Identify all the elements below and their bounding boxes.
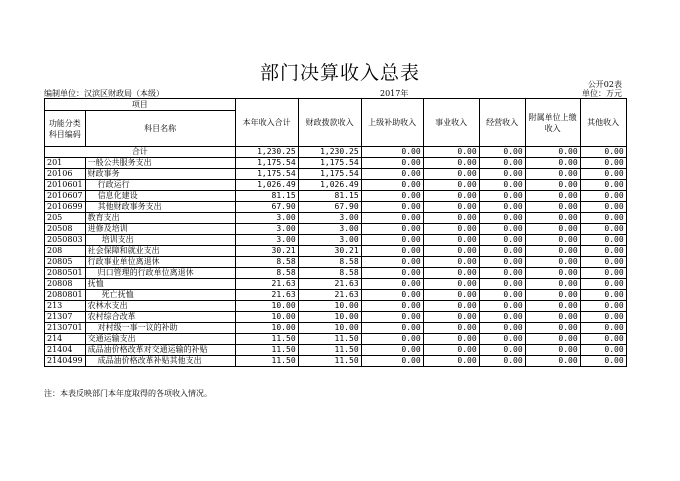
amount-cell: 0.00 bbox=[580, 268, 626, 279]
func-code-cell: 2140499 bbox=[45, 356, 86, 367]
header-operating: 经营收入 bbox=[479, 99, 525, 147]
table-note: 注：本表反映部门本年度取得的各项收入情况。 bbox=[44, 389, 212, 398]
amount-cell: 30.21 bbox=[235, 246, 298, 257]
subject-name-cell bbox=[85, 312, 235, 323]
amount-cell: 30.21 bbox=[298, 246, 361, 257]
subject-name-text: 一般公共服务支出 bbox=[87, 158, 152, 167]
amount-cell: 3.00 bbox=[235, 235, 298, 246]
amount-cell: 0.00 bbox=[525, 323, 580, 334]
amount-cell: 1,026.49 bbox=[235, 180, 298, 191]
table-row bbox=[45, 202, 627, 213]
amount-cell: 0.00 bbox=[361, 356, 423, 367]
total-value: 0.00 bbox=[361, 147, 423, 158]
currency-unit: 单位：万元 bbox=[582, 89, 622, 98]
header-career: 事业收入 bbox=[423, 99, 479, 147]
amount-cell: 0.00 bbox=[479, 169, 525, 180]
total-row bbox=[45, 147, 627, 158]
func-code-cell: 205 bbox=[45, 213, 86, 224]
amount-cell: 21.63 bbox=[235, 279, 298, 290]
header-item-group: 项目 bbox=[45, 99, 236, 111]
amount-cell: 0.00 bbox=[423, 213, 479, 224]
amount-cell: 0.00 bbox=[479, 301, 525, 312]
amount-cell: 67.90 bbox=[298, 202, 361, 213]
amount-cell: 81.15 bbox=[235, 191, 298, 202]
amount-cell: 0.00 bbox=[479, 268, 525, 279]
amount-cell: 3.00 bbox=[298, 213, 361, 224]
amount-cell: 0.00 bbox=[580, 290, 626, 301]
amount-cell: 8.58 bbox=[235, 268, 298, 279]
amount-cell: 11.50 bbox=[298, 345, 361, 356]
amount-cell: 10.00 bbox=[298, 301, 361, 312]
func-code-cell: 20106 bbox=[45, 169, 86, 180]
table-row bbox=[45, 290, 627, 301]
subject-name-cell bbox=[85, 235, 235, 246]
amount-cell: 1,175.54 bbox=[298, 158, 361, 169]
header-func-code: 功能分类科目编码 bbox=[45, 111, 86, 147]
amount-cell: 21.63 bbox=[298, 279, 361, 290]
amount-cell: 0.00 bbox=[580, 235, 626, 246]
amount-cell: 0.00 bbox=[479, 323, 525, 334]
amount-cell: 0.00 bbox=[423, 235, 479, 246]
header-superior: 上级补助收入 bbox=[361, 99, 423, 147]
header-other: 其他收入 bbox=[580, 99, 626, 147]
amount-cell: 8.58 bbox=[235, 257, 298, 268]
amount-cell: 3.00 bbox=[298, 235, 361, 246]
header-total: 本年收入合计 bbox=[235, 99, 298, 147]
total-label: 合计 bbox=[45, 147, 236, 158]
subject-name-text: 农林水支出 bbox=[87, 301, 128, 310]
amount-cell: 0.00 bbox=[479, 202, 525, 213]
amount-cell: 0.00 bbox=[423, 290, 479, 301]
total-value: 1,230.25 bbox=[298, 147, 361, 158]
amount-cell: 0.00 bbox=[479, 224, 525, 235]
total-value: 0.00 bbox=[525, 147, 580, 158]
subject-name-text: 信息化建设 bbox=[97, 191, 138, 200]
amount-cell: 10.00 bbox=[298, 323, 361, 334]
amount-cell: 1,175.54 bbox=[235, 169, 298, 180]
func-code-cell: 20808 bbox=[45, 279, 86, 290]
amount-cell: 10.00 bbox=[235, 312, 298, 323]
amount-cell: 0.00 bbox=[580, 246, 626, 257]
subject-name-cell bbox=[85, 213, 235, 224]
subject-name-text: 农村综合改革 bbox=[87, 312, 136, 321]
table-row bbox=[45, 213, 627, 224]
table-row bbox=[45, 301, 627, 312]
amount-cell: 11.50 bbox=[298, 334, 361, 345]
amount-cell: 0.00 bbox=[479, 356, 525, 367]
amount-cell: 0.00 bbox=[580, 257, 626, 268]
subject-name-text: 死亡抚恤 bbox=[101, 290, 134, 299]
amount-cell: 0.00 bbox=[479, 257, 525, 268]
amount-cell: 0.00 bbox=[525, 235, 580, 246]
func-code-cell: 2050803 bbox=[45, 235, 86, 246]
amount-cell: 0.00 bbox=[361, 202, 423, 213]
func-code-cell: 2010699 bbox=[45, 202, 86, 213]
amount-cell: 0.00 bbox=[361, 345, 423, 356]
amount-cell: 0.00 bbox=[580, 345, 626, 356]
table-row bbox=[45, 158, 627, 169]
subject-name-text: 对村级一事一议的补助 bbox=[97, 323, 178, 332]
table-row bbox=[45, 268, 627, 279]
total-value: 0.00 bbox=[580, 147, 626, 158]
amount-cell: 0.00 bbox=[525, 213, 580, 224]
amount-cell: 0.00 bbox=[580, 334, 626, 345]
amount-cell: 10.00 bbox=[235, 301, 298, 312]
func-code-cell: 20805 bbox=[45, 257, 86, 268]
table-row bbox=[45, 180, 627, 191]
amount-cell: 0.00 bbox=[580, 323, 626, 334]
subject-name-cell bbox=[85, 290, 235, 301]
func-code-cell: 2010601 bbox=[45, 180, 86, 191]
subject-name-text: 其他财政事务支出 bbox=[97, 202, 162, 211]
amount-cell: 0.00 bbox=[580, 224, 626, 235]
subject-name-cell bbox=[85, 268, 235, 279]
amount-cell: 10.00 bbox=[298, 312, 361, 323]
amount-cell: 0.00 bbox=[361, 235, 423, 246]
subject-name-cell bbox=[85, 169, 235, 180]
amount-cell: 0.00 bbox=[361, 180, 423, 191]
subject-name-cell bbox=[85, 334, 235, 345]
subject-name-text: 交通运输支出 bbox=[87, 334, 136, 343]
amount-cell: 0.00 bbox=[479, 235, 525, 246]
amount-cell: 0.00 bbox=[361, 257, 423, 268]
subject-name-cell bbox=[85, 301, 235, 312]
header-fiscal: 财政拨款收入 bbox=[298, 99, 361, 147]
subject-name-cell bbox=[85, 356, 235, 367]
subject-name-cell bbox=[85, 202, 235, 213]
amount-cell: 0.00 bbox=[361, 334, 423, 345]
amount-cell: 21.63 bbox=[235, 290, 298, 301]
amount-cell: 0.00 bbox=[361, 213, 423, 224]
amount-cell: 0.00 bbox=[361, 158, 423, 169]
amount-cell: 0.00 bbox=[361, 169, 423, 180]
amount-cell: 0.00 bbox=[525, 202, 580, 213]
amount-cell: 0.00 bbox=[525, 334, 580, 345]
amount-cell: 0.00 bbox=[479, 334, 525, 345]
amount-cell: 10.00 bbox=[235, 323, 298, 334]
func-code-cell: 21404 bbox=[45, 345, 86, 356]
table-row bbox=[45, 257, 627, 268]
amount-cell: 0.00 bbox=[423, 301, 479, 312]
amount-cell: 0.00 bbox=[580, 213, 626, 224]
amount-cell: 0.00 bbox=[580, 356, 626, 367]
amount-cell: 0.00 bbox=[361, 268, 423, 279]
total-value: 1,230.25 bbox=[235, 147, 298, 158]
amount-cell: 0.00 bbox=[361, 301, 423, 312]
amount-cell: 0.00 bbox=[361, 191, 423, 202]
subject-name-cell bbox=[85, 158, 235, 169]
amount-cell: 0.00 bbox=[361, 290, 423, 301]
compiling-unit: 编制单位：汉滨区财政局（本级） bbox=[44, 89, 164, 98]
subject-name-cell bbox=[85, 191, 235, 202]
amount-cell: 11.50 bbox=[235, 356, 298, 367]
amount-cell: 0.00 bbox=[361, 323, 423, 334]
amount-cell: 1,175.54 bbox=[235, 158, 298, 169]
amount-cell: 67.90 bbox=[235, 202, 298, 213]
subject-name-cell bbox=[85, 323, 235, 334]
amount-cell: 0.00 bbox=[525, 345, 580, 356]
subject-name-text: 教育支出 bbox=[87, 213, 120, 222]
subject-name-text: 成品油价格改革对交通运输的补贴 bbox=[87, 345, 208, 354]
amount-cell: 0.00 bbox=[423, 224, 479, 235]
amount-cell: 0.00 bbox=[423, 268, 479, 279]
amount-cell: 0.00 bbox=[423, 158, 479, 169]
amount-cell: 0.00 bbox=[580, 312, 626, 323]
subject-name-text: 抚恤 bbox=[87, 279, 104, 288]
total-value: 0.00 bbox=[479, 147, 525, 158]
amount-cell: 1,175.54 bbox=[298, 169, 361, 180]
amount-cell: 0.00 bbox=[525, 356, 580, 367]
amount-cell: 81.15 bbox=[298, 191, 361, 202]
amount-cell: 8.58 bbox=[298, 257, 361, 268]
amount-cell: 0.00 bbox=[525, 246, 580, 257]
amount-cell: 0.00 bbox=[423, 202, 479, 213]
amount-cell: 0.00 bbox=[580, 279, 626, 290]
subject-name-text: 归口管理的行政单位离退休 bbox=[97, 268, 194, 277]
amount-cell: 11.50 bbox=[235, 345, 298, 356]
subject-name-cell bbox=[85, 257, 235, 268]
amount-cell: 0.00 bbox=[525, 268, 580, 279]
header-affiliated: 附属单位上缴收入 bbox=[525, 99, 580, 147]
amount-cell: 0.00 bbox=[525, 158, 580, 169]
amount-cell: 8.58 bbox=[298, 268, 361, 279]
amount-cell: 0.00 bbox=[479, 246, 525, 257]
amount-cell: 0.00 bbox=[423, 191, 479, 202]
amount-cell: 0.00 bbox=[423, 257, 479, 268]
amount-cell: 0.00 bbox=[423, 279, 479, 290]
func-code-cell: 2010607 bbox=[45, 191, 86, 202]
amount-cell: 11.50 bbox=[298, 356, 361, 367]
table-row bbox=[45, 312, 627, 323]
amount-cell: 0.00 bbox=[525, 301, 580, 312]
func-code-cell: 2080801 bbox=[45, 290, 86, 301]
amount-cell: 0.00 bbox=[423, 323, 479, 334]
func-code-cell: 20508 bbox=[45, 224, 86, 235]
func-code-cell: 208 bbox=[45, 246, 86, 257]
func-code-cell: 201 bbox=[45, 158, 86, 169]
amount-cell: 0.00 bbox=[361, 246, 423, 257]
table-row bbox=[45, 235, 627, 246]
amount-cell: 0.00 bbox=[525, 257, 580, 268]
amount-cell: 0.00 bbox=[479, 158, 525, 169]
subject-name-text: 行政事业单位离退休 bbox=[87, 257, 160, 266]
amount-cell: 0.00 bbox=[525, 290, 580, 301]
form-code: 公开02表 bbox=[587, 80, 622, 89]
table-row bbox=[45, 334, 627, 345]
amount-cell: 0.00 bbox=[479, 180, 525, 191]
table-row bbox=[45, 169, 627, 180]
subject-name-cell bbox=[85, 180, 235, 191]
amount-cell: 0.00 bbox=[580, 202, 626, 213]
func-code-cell: 2080501 bbox=[45, 268, 86, 279]
subject-name-text: 培训支出 bbox=[101, 235, 134, 244]
func-code-cell: 2130701 bbox=[45, 323, 86, 334]
table-row bbox=[45, 191, 627, 202]
amount-cell: 0.00 bbox=[423, 312, 479, 323]
amount-cell: 0.00 bbox=[525, 191, 580, 202]
amount-cell: 0.00 bbox=[525, 169, 580, 180]
table-row bbox=[45, 246, 627, 257]
amount-cell: 11.50 bbox=[235, 334, 298, 345]
amount-cell: 0.00 bbox=[423, 246, 479, 257]
amount-cell: 0.00 bbox=[479, 279, 525, 290]
amount-cell: 3.00 bbox=[298, 224, 361, 235]
subject-name-cell bbox=[85, 224, 235, 235]
amount-cell: 0.00 bbox=[479, 213, 525, 224]
amount-cell: 0.00 bbox=[361, 279, 423, 290]
table-row bbox=[45, 323, 627, 334]
amount-cell: 0.00 bbox=[525, 312, 580, 323]
amount-cell: 0.00 bbox=[361, 312, 423, 323]
subject-name-text: 进修及培训 bbox=[87, 224, 128, 233]
amount-cell: 0.00 bbox=[479, 345, 525, 356]
amount-cell: 0.00 bbox=[479, 290, 525, 301]
table-row bbox=[45, 224, 627, 235]
report-title: 部门决算收入总表 bbox=[259, 62, 420, 84]
amount-cell: 0.00 bbox=[525, 279, 580, 290]
func-code-cell: 21307 bbox=[45, 312, 86, 323]
amount-cell: 0.00 bbox=[361, 224, 423, 235]
report-year: 2017年 bbox=[380, 89, 409, 98]
amount-cell: 0.00 bbox=[423, 356, 479, 367]
table-row bbox=[45, 356, 627, 367]
subject-name-cell bbox=[85, 345, 235, 356]
amount-cell: 0.00 bbox=[423, 169, 479, 180]
amount-cell: 0.00 bbox=[423, 334, 479, 345]
amount-cell: 21.63 bbox=[298, 290, 361, 301]
amount-cell: 0.00 bbox=[525, 180, 580, 191]
amount-cell: 0.00 bbox=[580, 191, 626, 202]
amount-cell: 0.00 bbox=[423, 180, 479, 191]
amount-cell: 0.00 bbox=[580, 158, 626, 169]
subject-name-text: 财政事务 bbox=[87, 169, 120, 178]
subject-name-text: 行政运行 bbox=[97, 180, 130, 189]
amount-cell: 0.00 bbox=[479, 312, 525, 323]
subject-name-text: 成品油价格改革补贴其他支出 bbox=[97, 356, 202, 365]
subject-name-text: 社会保障和就业支出 bbox=[87, 246, 160, 255]
table-row bbox=[45, 345, 627, 356]
func-code-cell: 214 bbox=[45, 334, 86, 345]
amount-cell: 0.00 bbox=[580, 301, 626, 312]
amount-cell: 0.00 bbox=[423, 345, 479, 356]
subject-name-cell bbox=[85, 246, 235, 257]
subject-name-cell bbox=[85, 279, 235, 290]
amount-cell: 0.00 bbox=[479, 191, 525, 202]
amount-cell: 0.00 bbox=[580, 169, 626, 180]
table-row bbox=[45, 279, 627, 290]
amount-cell: 0.00 bbox=[525, 224, 580, 235]
func-code-cell: 213 bbox=[45, 301, 86, 312]
amount-cell: 3.00 bbox=[235, 213, 298, 224]
income-summary-table bbox=[44, 98, 627, 367]
total-value: 0.00 bbox=[423, 147, 479, 158]
amount-cell: 1,026.49 bbox=[298, 180, 361, 191]
amount-cell: 0.00 bbox=[580, 180, 626, 191]
amount-cell: 3.00 bbox=[235, 224, 298, 235]
header-subject-name: 科目名称 bbox=[85, 111, 235, 147]
